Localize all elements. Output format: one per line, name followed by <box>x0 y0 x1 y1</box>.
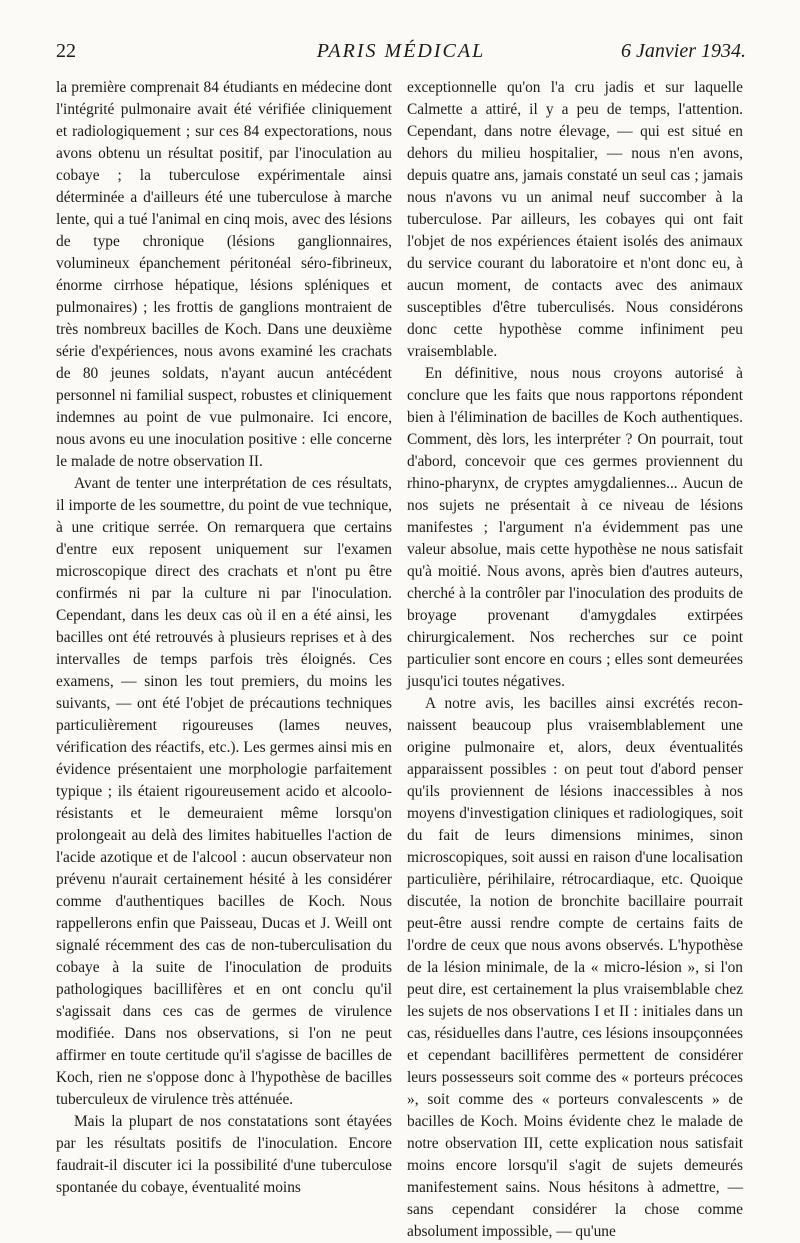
issue-date: 6 Janvier 1934. <box>621 40 746 62</box>
page-number: 22 <box>56 40 76 62</box>
journal-title: PARIS MÉDICAL <box>316 40 486 62</box>
running-header <box>56 40 746 70</box>
paragraph: A notre avis, les bacilles ainsi excrétés reconnaissent beaucoup plus vraisemblablement une origine pulmonaire et, alors, deux éventualités apparaissent possibles : on peut tout d'abord penser qu'ils proviennent de lésions inaccessibles à nos moyens d'investigation cliniques et radiologiques, soit du fait de leurs dimensions minimes, sinon microscopiques, soit aussi en raison d'une localisation particulière, périhilaire, rétrocardiaque, etc. Quoique discutée, la notion de bronchite bacillaire pourrait peut-être aussi rendre compte de certains faits de l'ordre de ceux que nous avons observés. L'hypothèse de la lésion minimale, de la « micro-lésion », si l'on peut dire, est certainement la plus vraisemblable chez les sujets de nos observations I et II : initiales dans un cas, résiduelles dans l'autre, ces lésions insoupçonnées et cependant bacillifères permettent de considérer leurs possesseurs soit comme des « porteurs précoces », soit comme des « porteurs convalescents » de bacilles de Koch. Moins évidente chez le malade de notre observation III, cette explication nous satisfait moins encore lorsqu'il s'agit de sujets demeurés manifestement sains. Nous hésitons à admettre, — sans cependant considérer la chose comme absolument impossible, — qu'une <box>407 695 743 1240</box>
right-column <box>407 77 743 1243</box>
paragraph: En définitive, nous nous croyons autorisé à conclure que les faits que nous rapportons répondent bien à l'élimination de bacilles de Koch authentiques. Comment, dès lors, les interpréter ? On pourrait, tout d'abord, concevoir que ces germes proviennent du rhino-pharynx, de cryptes amygdaliennes... Aucun de nos sujets ne présentait à ce niveau de lésions manifestes ; l'argument n'a évidemment pas une valeur absolue, mais cette hypothèse ne nous satisfait qu'à moitié. Nous avons, après bien d'autres auteurs, cherché à la contrôler par l'inoculation des produits de broyage provenant d'amygdales extirpées chirurgicalement. Nos recherches sur ce point particulier sont encore en cours ; elles sont demeurées jusqu'ici toutes négatives. <box>407 365 743 690</box>
paragraph: la première comprenait 84 étudiants en médecine dont l'intégrité pulmonaire avait été vérifiée cliniquement et radiologiquement ; sur ces 84 expectorations, nous avons obtenu un résultat positif, par l'inoculation au cobaye ; la tuberculose expérimentale ainsi déterminée a d'ailleurs été une tuberculose à marche lente, qui a tué l'animal en cinq mois, avec des lésions de type chronique (lésions ganglionnaires, volumineux épanchement péritonéal séro-fibrineux, énorme cirrhose hépatique, lésions spléniques et pulmonaires) ; les frottis de ganglions montraient de très nombreux bacilles de Koch. Dans une deuxième série d'expériences, nous avons examiné les crachats de 80 jeunes soldats, n'ayant aucun antécédent personnel ni familial suspect, robustes et cliniquement indemnes au point de vue pulmonaire. Ici encore, nous avons eu une inoculation positive : elle concerne le malade de notre observation II. <box>56 79 392 470</box>
paragraph: exceptionnelle qu'on l'a cru jadis et sur laquelle Calmette a attiré, il y a peu de temps, l'attention. Cependant, dans notre élevage, — qui est situé en dehors du milieu hospitalier, — nous n'en avons, depuis quatre ans, jamais constaté un seul cas ; jamais nous n'avons vu un animal neuf succomber à la tuberculose. Par ailleurs, les cobayes qui ont fait l'objet de nos expériences étaient isolés des animaux du service courant du laboratoire et n'ont donc eu, à aucun moment, de contacts avec des animaux susceptibles d'être tuberculisés. Nous considérons donc cette hypothèse comme infiniment peu vraisemblable. <box>407 79 743 360</box>
left-column <box>56 77 392 1199</box>
paragraph: Mais la plupart de nos constatations sont étayées par les résultats positifs de l'inoculation. Encore faudrait-il discuter ici la possibilité d'une tuberculose spontanée du cobaye, éventualité moins <box>56 1113 392 1196</box>
paragraph: Avant de tenter une interprétation de ces résultats, il importe de les soumettre, du point de vue technique, à une critique serrée. On remarquera que certains d'entre eux reposent uniquement sur l'examen microscopique direct des crachats et n'ont pu être confirmés ni par la culture ni par l'inoculation. Cependant, dans les deux cas où il en a été ainsi, les bacilles ont été retrouvés à plusieurs reprises et à des intervalles de temps parfois très éloignés. Ces examens, — sinon les tout premiers, du moins les suivants, — ont été l'objet de précautions techniques particulièrement rigoureuses (lames neuves, vérification des réactifs, etc.). Les germes ainsi mis en évidence présentaient une morphologie parfaitement typique ; ils étaient rigoureusement acido et alcoolorésistants et le demeuraient même lorsqu'on prolongeait au delà des limites habituelles l'action de l'acide azotique et de l'alcool : aucun observateur non prévenu n'aurait certainement hésité à les considérer comme d'authentiques bacilles de Koch. Nous rappellerons enfin que Paisseau, Ducas et J. Weill ont signalé récemment des cas de non-tuberculisation du cobaye à la suite de l'inoculation de produits pathologiques bacillifères et en ont conclu qu'il s'agissait dans ces cas de germes de virulence modifiée. Dans nos observations, si l'on ne peut affirmer en toute certitude qu'il s'agisse de bacilles de Koch, rien ne s'oppose donc à l'hypothèse de bacilles tuberculeux de virulence très atténuée. <box>56 475 392 1108</box>
